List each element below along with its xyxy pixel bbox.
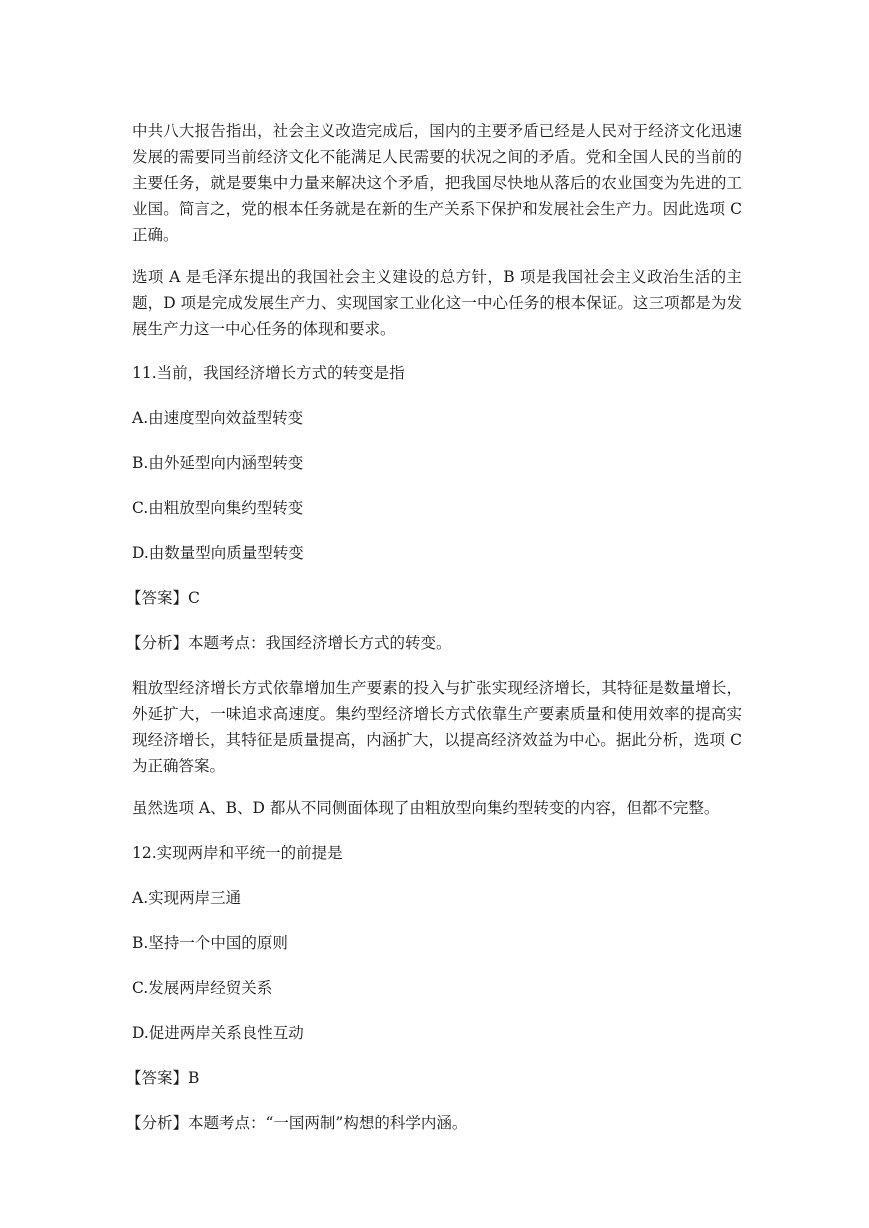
question-11-analysis: 【分析】本题考点：我国经济增长方式的转变。 xyxy=(126,634,452,652)
question-12-analysis: 【分析】本题考点：“一国两制”构想的科学内涵。 xyxy=(126,1114,468,1132)
question-12-option-d: D.促进两岸关系良性互动 xyxy=(132,1024,304,1042)
question-11 xyxy=(126,360,742,821)
question-12-option-c: C.发展两岸经贸关系 xyxy=(132,979,273,997)
document-page xyxy=(126,118,742,1155)
intro-paragraph-1: 中共八大报告指出，社会主义改造完成后，国内的主要矛盾已经是人民对于经济文化迅速发展的需要同当前经济文化不能满足人民需要的状况之间的矛盾。党和全国人民的当前的主要任务，就是要集中力量来解决这个矛盾，把我国尽快地从落后的农业国变为先进的工业国。简言之，党的根本任务就是在新的生产关系下保护和发展社会生产力。因此选项 C 正确。 xyxy=(132,122,742,244)
question-11-option-c: C.由粗放型向集约型转变 xyxy=(132,499,304,517)
question-12-answer: 【答案】B xyxy=(126,1069,200,1087)
question-11-stem: 11.当前，我国经济增长方式的转变是指 xyxy=(132,364,405,382)
question-11-explanation-2: 虽然选项 A、B、D 都从不同侧面体现了由粗放型向集约型转变的内容，但都不完整。 xyxy=(132,799,720,817)
question-11-option-a: A.由速度型向效益型转变 xyxy=(132,409,304,427)
question-12-option-a: A.实现两岸三通 xyxy=(132,889,242,907)
question-11-answer: 【答案】C xyxy=(126,589,200,607)
question-12-option-b: B.坚持一个中国的原则 xyxy=(132,934,288,952)
question-12-stem: 12.实现两岸和平统一的前提是 xyxy=(132,844,343,862)
question-11-explanation-1: 粗放型经济增长方式依靠增加生产要素的投入与扩张实现经济增长，其特征是数量增长，外延扩大，一味追求高速度。集约型经济增长方式依靠生产要素质量和使用效率的提高实现经济增长，其特征是质量提高，内涵扩大，以提高经济效益为中心。据此分析，选项 C 为正确答案。 xyxy=(132,679,742,775)
question-12 xyxy=(126,840,742,1136)
intro-paragraph-2: 选项 A 是毛泽东提出的我国社会主义建设的总方针，B 项是我国社会主义政治生活的主题，D 项是完成发展生产力、实现国家工业化这一中心任务的根本保证。这三项都是为发展生产力这一中心任务的体现和要求。 xyxy=(132,268,742,338)
question-11-option-d: D.由数量型向质量型转变 xyxy=(132,544,304,562)
question-11-option-b: B.由外延型向内涵型转变 xyxy=(132,454,304,472)
